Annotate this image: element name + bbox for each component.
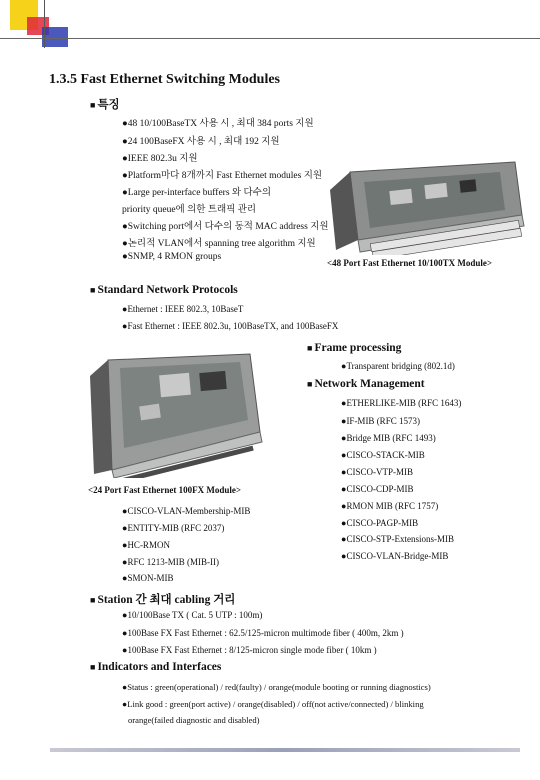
module1-caption: <48 Port Fast Ethernet 10/100TX Module> — [327, 258, 492, 268]
indicator-item-cont: orange(failed diagnostic and disabled) — [128, 715, 260, 725]
management-heading: ■ Network Management — [307, 378, 425, 390]
indicator-item: ●Link good : green(port active) / orange(disabled) / off(not active/connected) / blinking — [122, 699, 424, 709]
mib-item: ●RFC 1213-MIB (MIB-II) — [122, 557, 219, 567]
mib-item: ●CISCO-CDP-MIB — [341, 484, 414, 494]
feature-item: ●SNMP, 4 RMON groups — [122, 252, 222, 262]
module-48-port-image — [330, 160, 525, 255]
mib-item: ●CISCO-VLAN-Membership-MIB — [122, 506, 251, 516]
protocol-item: ●Fast Ethernet : IEEE 802.3u, 100BaseTX, and 100BaseFX — [122, 321, 339, 331]
mib-item: ●CISCO-STACK-MIB — [341, 450, 425, 460]
mib-item: ●CISCO-VLAN-Bridge-MIB — [341, 551, 449, 561]
mib-item: ●CISCO-VTP-MIB — [341, 467, 413, 477]
mib-item: ●CISCO-STP-Extensions-MIB — [341, 534, 454, 544]
mib-item: ●ETHERLIKE-MIB (RFC 1643) — [341, 398, 462, 408]
cabling-item: ●100Base FX Fast Ethernet : 62.5/125-micron multimode fiber ( 400m, 2km ) — [122, 628, 404, 638]
indicators-heading: ■ Indicators and Interfaces — [90, 661, 222, 673]
mib-item: ●CISCO-PAGP-MIB — [341, 518, 419, 528]
indicator-item: ●Status : green(operational) / red(faulty) / orange(module booting or running diagnostics) — [122, 682, 431, 692]
cabling-heading: ■ Station 간 최대 cabling 거리 — [90, 594, 236, 606]
mib-item: ●ENTITY-MIB (RFC 2037) — [122, 523, 225, 533]
module-24-port-image — [90, 350, 268, 478]
feature-item: ●논리적 VLAN에서 spanning tree algorithm 지원 — [122, 239, 316, 249]
mib-item: ●HC-RMON — [122, 540, 170, 550]
feature-item-cont: priority queue에 의한 트래픽 관리 — [122, 205, 257, 215]
page-title: 1.3.5 Fast Ethernet Switching Modules — [49, 72, 280, 87]
cabling-item: ●100Base FX Fast Ethernet : 8/125-micron single mode fiber ( 10km ) — [122, 645, 377, 655]
cabling-item: ●10/100Base TX ( Cat. 5 UTP : 100m) — [122, 610, 263, 620]
deco-vertical-line — [44, 0, 45, 48]
feature-item: ●24 100BaseFX 사용 시 , 최대 192 지원 — [122, 137, 280, 147]
feature-item: ●48 10/100BaseTX 사용 시 , 최대 384 ports 지원 — [122, 119, 314, 129]
features-heading: ■ 특징 — [90, 99, 120, 111]
protocols-heading: ■ Standard Network Protocols — [90, 284, 238, 296]
feature-item: ●Switching port에서 다수의 동적 MAC address 지원 — [122, 222, 329, 232]
mib-item: ●SMON-MIB — [122, 573, 174, 583]
mib-item: ●Bridge MIB (RFC 1493) — [341, 433, 436, 443]
mib-item: ●IF-MIB (RFC 1573) — [341, 416, 420, 426]
feature-item: ●Large per-interface buffers 와 다수의 — [122, 188, 271, 198]
deco-blue-square — [42, 27, 68, 47]
module2-caption: <24 Port Fast Ethernet 100FX Module> — [88, 485, 241, 495]
footer-rule — [50, 748, 520, 752]
frame-item: ●Transparent bridging (802.1d) — [341, 361, 455, 371]
frame-heading: ■ Frame processing — [307, 342, 402, 354]
protocol-item: ●Ethernet : IEEE 802.3, 10BaseT — [122, 304, 244, 314]
header-rule — [0, 38, 540, 39]
mib-item: ●RMON MIB (RFC 1757) — [341, 501, 439, 511]
feature-item: ●IEEE 802.3u 지원 — [122, 154, 198, 164]
feature-item: ●Platform마다 8개까지 Fast Ethernet modules 지원 — [122, 171, 323, 181]
